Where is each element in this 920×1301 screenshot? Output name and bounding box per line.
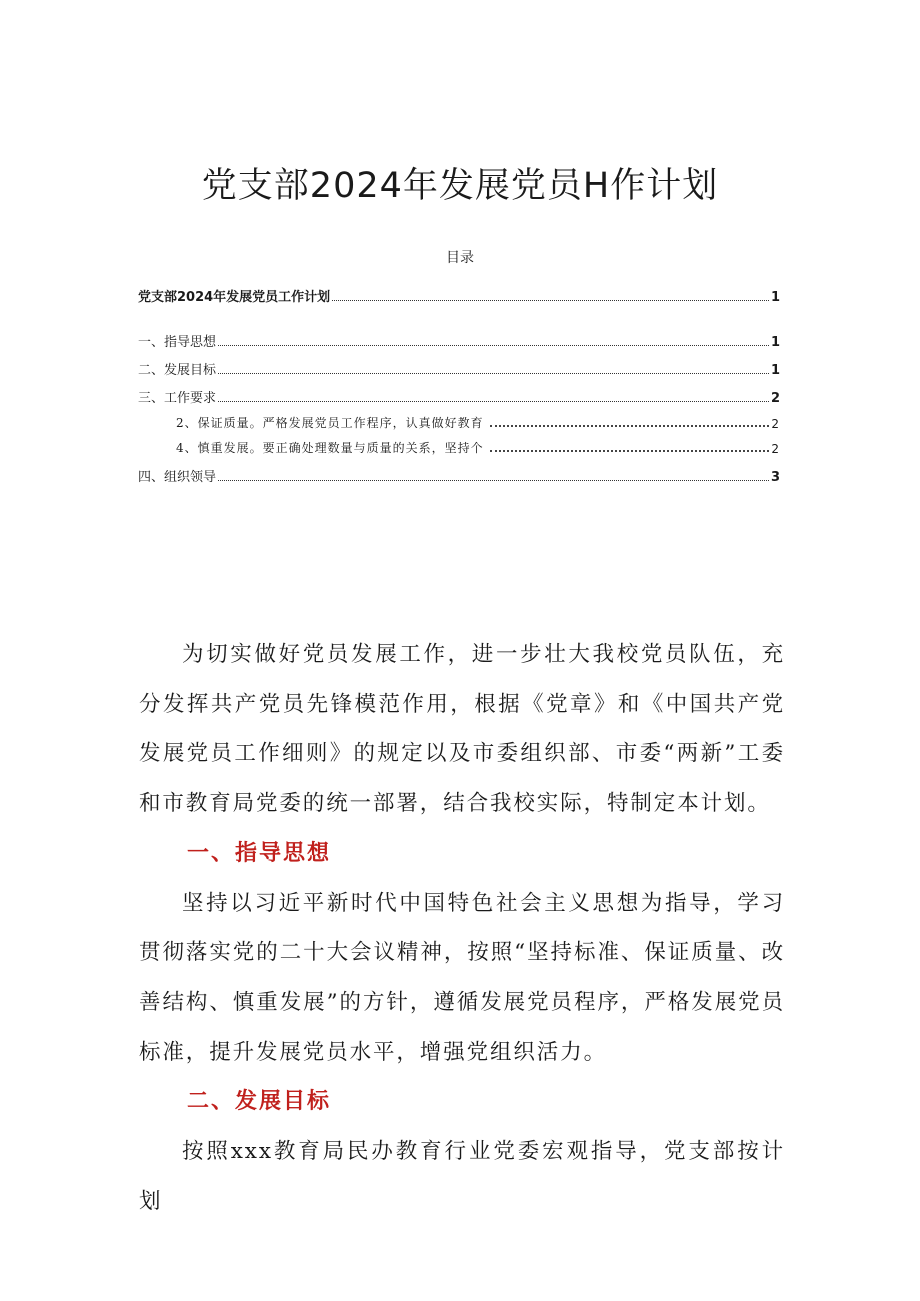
toc-entry-guiding-ideology[interactable] [138,330,780,350]
toc-leader-dots [218,373,769,374]
toc-entry-text: 4、慎重发展。要正确处理数量与质量的关系，坚持个 [176,441,484,455]
toc-leader-dots [218,480,769,481]
toc-entry-text: 党支部2024年发展党员工作计划 [138,290,331,305]
toc-entry-text: 2、保证质量。严格发展党员工作程序，认真做好教育 [176,416,484,430]
toc-entry-work-requirements[interactable] [138,386,780,406]
section-heading-development-goals: 二、发展目标 [187,1089,332,1115]
section-heading-guiding-ideology: 一、指导思想 [187,840,332,866]
toc-leader-dots [490,425,770,427]
toc-leader-dots [332,300,769,301]
document-title: 党支部2024年发展党员H作计划 [201,166,719,206]
toc-entry-text: 三、工作要求 [138,391,217,406]
toc-entry-title[interactable] [138,285,780,305]
toc-page-number: 3 [770,470,780,485]
toc-entry-prudent-development[interactable] [176,436,780,456]
toc-leader-dots [218,345,769,346]
document-body [139,630,785,1226]
development-goals-paragraph: 按照xxx教育局民办教育行业党委宏观指导，党支部按计划 [139,1139,785,1214]
toc-page-number: 1 [770,363,780,378]
intro-paragraph: 为切实做好党员发展工作，进一步壮大我校党员队伍，充分发挥共产党员先锋模范作用，根据《党章》和《中国共产党发展党员工作细则》的规定以及市委组织部、市委“两新”工委和市教育局党委的统一部署，结合我校实际，特制定本计划。 [139,642,785,817]
toc-page-number: 1 [770,335,780,350]
toc-page-number: 2 [771,417,780,431]
toc-entry-ensure-quality[interactable] [176,411,780,431]
toc-entry-organizational-leadership[interactable] [138,465,780,485]
toc-entry-text: 四、组织领导 [138,470,217,485]
toc-leader-dots [490,450,770,452]
toc-entry-text: 一、指导思想 [138,335,217,350]
toc-page-number: 2 [770,391,780,406]
guiding-ideology-paragraph: 坚持以习近平新时代中国特色社会主义思想为指导，学习贯彻落实党的二十大会议精神，按照“坚持标准、保证质量、改善结构、慎重发展”的方针，遵循发展党员程序，严格发展党员标准，提升发展党员水平，增强党组织活力。 [139,890,785,1065]
toc-entry-development-goals[interactable] [138,358,780,378]
toc-leader-dots [218,401,769,402]
toc-page-number: 1 [770,290,780,305]
toc-heading: 目录 [446,250,474,266]
toc-entry-text: 二、发展目标 [138,363,217,378]
toc-page-number: 2 [771,442,780,456]
